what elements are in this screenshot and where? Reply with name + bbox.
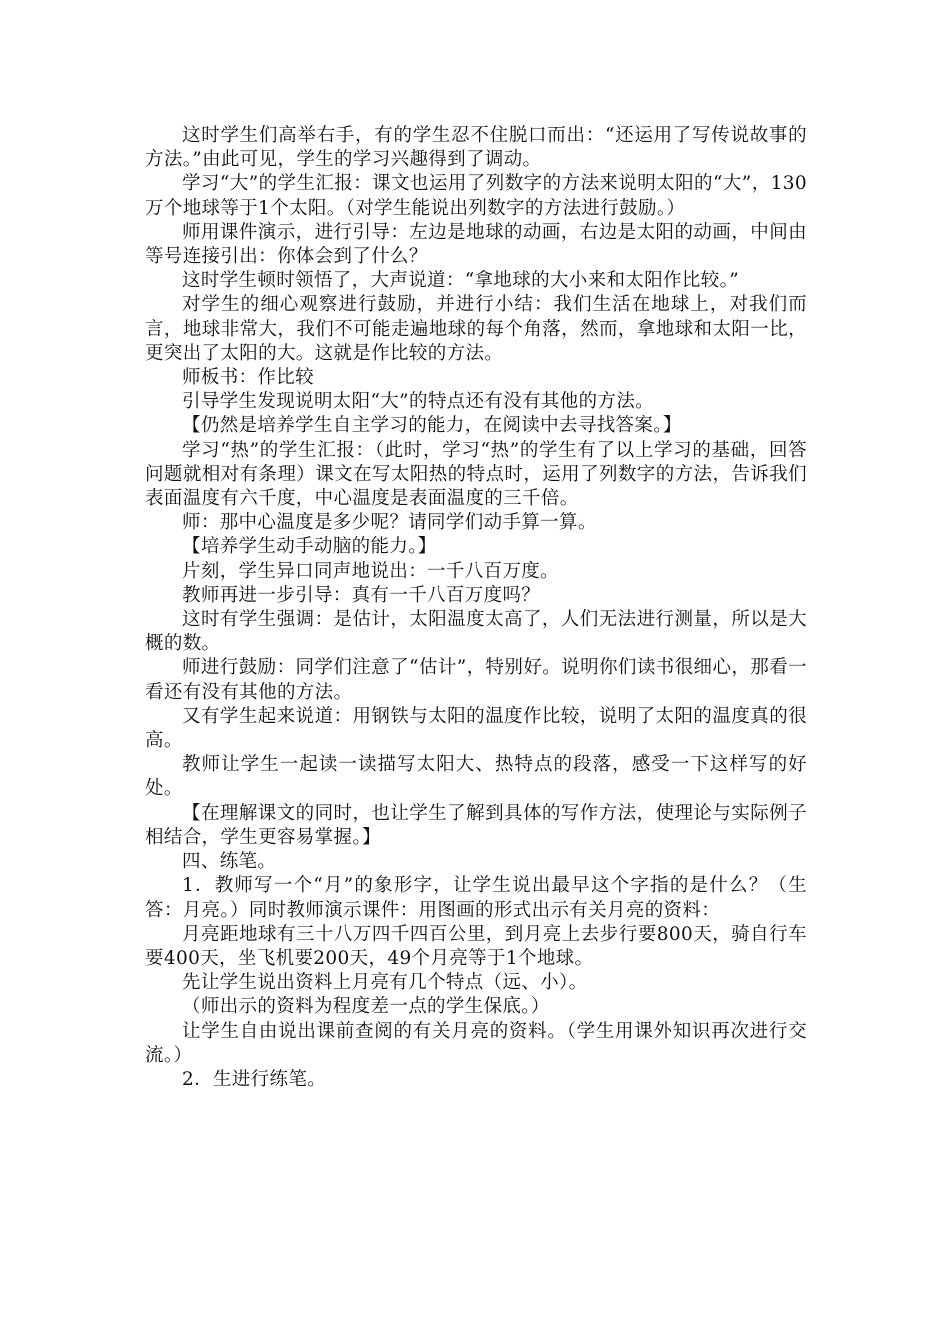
paragraph: 又有学生起来说道：用钢铁与太阳的温度作比较，说明了太阳的温度真的很高。 <box>145 705 807 752</box>
section-heading: 四、练笔。 <box>182 851 277 873</box>
paragraph: 引导学生发现说明太阳“大”的特点还有没有其他的方法。 <box>182 391 655 413</box>
paragraph: 1．教师写一个“月”的象形字，让学生说出最早这个字指的是什么？（生答：月亮。）同时教师演示课件：用图画的形式出示有关月亮的资料： <box>145 875 807 921</box>
paragraph: 对学生的细心观察进行鼓励，并进行小结：我们生活在地球上，对我们而言，地球非常大，我们不可能走遍地球的每个角落，然而，拿地球和太阳一比，更突出了太阳的大。这就是作比较的方法。 <box>145 294 807 364</box>
paragraph: 2．生进行练笔。 <box>182 1068 327 1090</box>
paragraph: 【仍然是培养学生自主学习的能力，在阅读中去寻找答案。】 <box>182 415 682 437</box>
paragraph: 【在理解课文的同时，也让学生了解到具体的写作方法，使理论与实际例子相结合，学生更容易掌握。】 <box>145 802 807 848</box>
paragraph: 师进行鼓励：同学们注意了“估计”，特别好。说明你们读书很细心，那看一看还有没有其他的方法。 <box>145 657 807 703</box>
paragraph: 【培养学生动手动脑的能力。】 <box>182 536 437 558</box>
paragraph: 片刻，学生异口同声地说出：一千八百万度。 <box>182 560 560 582</box>
paragraph: 教师让学生一起读一读描写太阳大、热特点的段落，感受一下这样写的好处。 <box>145 754 807 800</box>
paragraph: 师：那中心温度是多少呢？请同学们动手算一算。 <box>182 512 597 534</box>
paragraph: 月亮距地球有三十八万四千四百公里，到月亮上去步行要800天，骑自行车要400天，坐飞机要200天，49个月亮等于1个地球。 <box>145 923 807 969</box>
paragraph: 学习“大”的学生汇报：课文也运用了列数字的方法来说明太阳的“大”，130万个地球等于1个太阳。（对学生能说出列数字的方法进行鼓励。） <box>145 173 807 219</box>
paragraph: 这时学生们高举右手，有的学生忍不住脱口而出：“还运用了写传说故事的方法。”由此可见，学生的学习兴趣得到了调动。 <box>145 125 807 171</box>
document-body <box>145 124 807 1092</box>
paragraph: 让学生自由说出课前查阅的有关月亮的资料。（学生用课外知识再次进行交流。） <box>145 1020 807 1066</box>
paragraph: 先让学生说出资料上月亮有几个特点（远、小）。 <box>182 972 588 994</box>
paragraph: 学习“热”的学生汇报：（此时，学习“热”的学生有了以上学习的基础，回答问题就相对有条理）课文在写太阳热的特点时，运用了列数字的方法，告诉我们表面温度有六千度，中心温度是表面温度的三千倍。 <box>145 439 807 510</box>
paragraph: 这时学生顿时领悟了，大声说道：“拿地球的大小来和太阳作比较。” <box>182 270 740 292</box>
paragraph: （师出示的资料为程度差一点的学生保底。） <box>182 996 550 1018</box>
paragraph: 教师再进一步引导：真有一千八百万度吗？ <box>182 584 541 606</box>
paragraph: 师板书：作比较 <box>182 367 314 389</box>
paragraph: 这时有学生强调：是估计，太阳温度太高了，人们无法进行测量，所以是大概的数。 <box>145 609 807 655</box>
paragraph: 师用课件演示，进行引导：左边是地球的动画，右边是太阳的动画，中间由等号连接引出：你体会到了什么？ <box>145 221 807 268</box>
